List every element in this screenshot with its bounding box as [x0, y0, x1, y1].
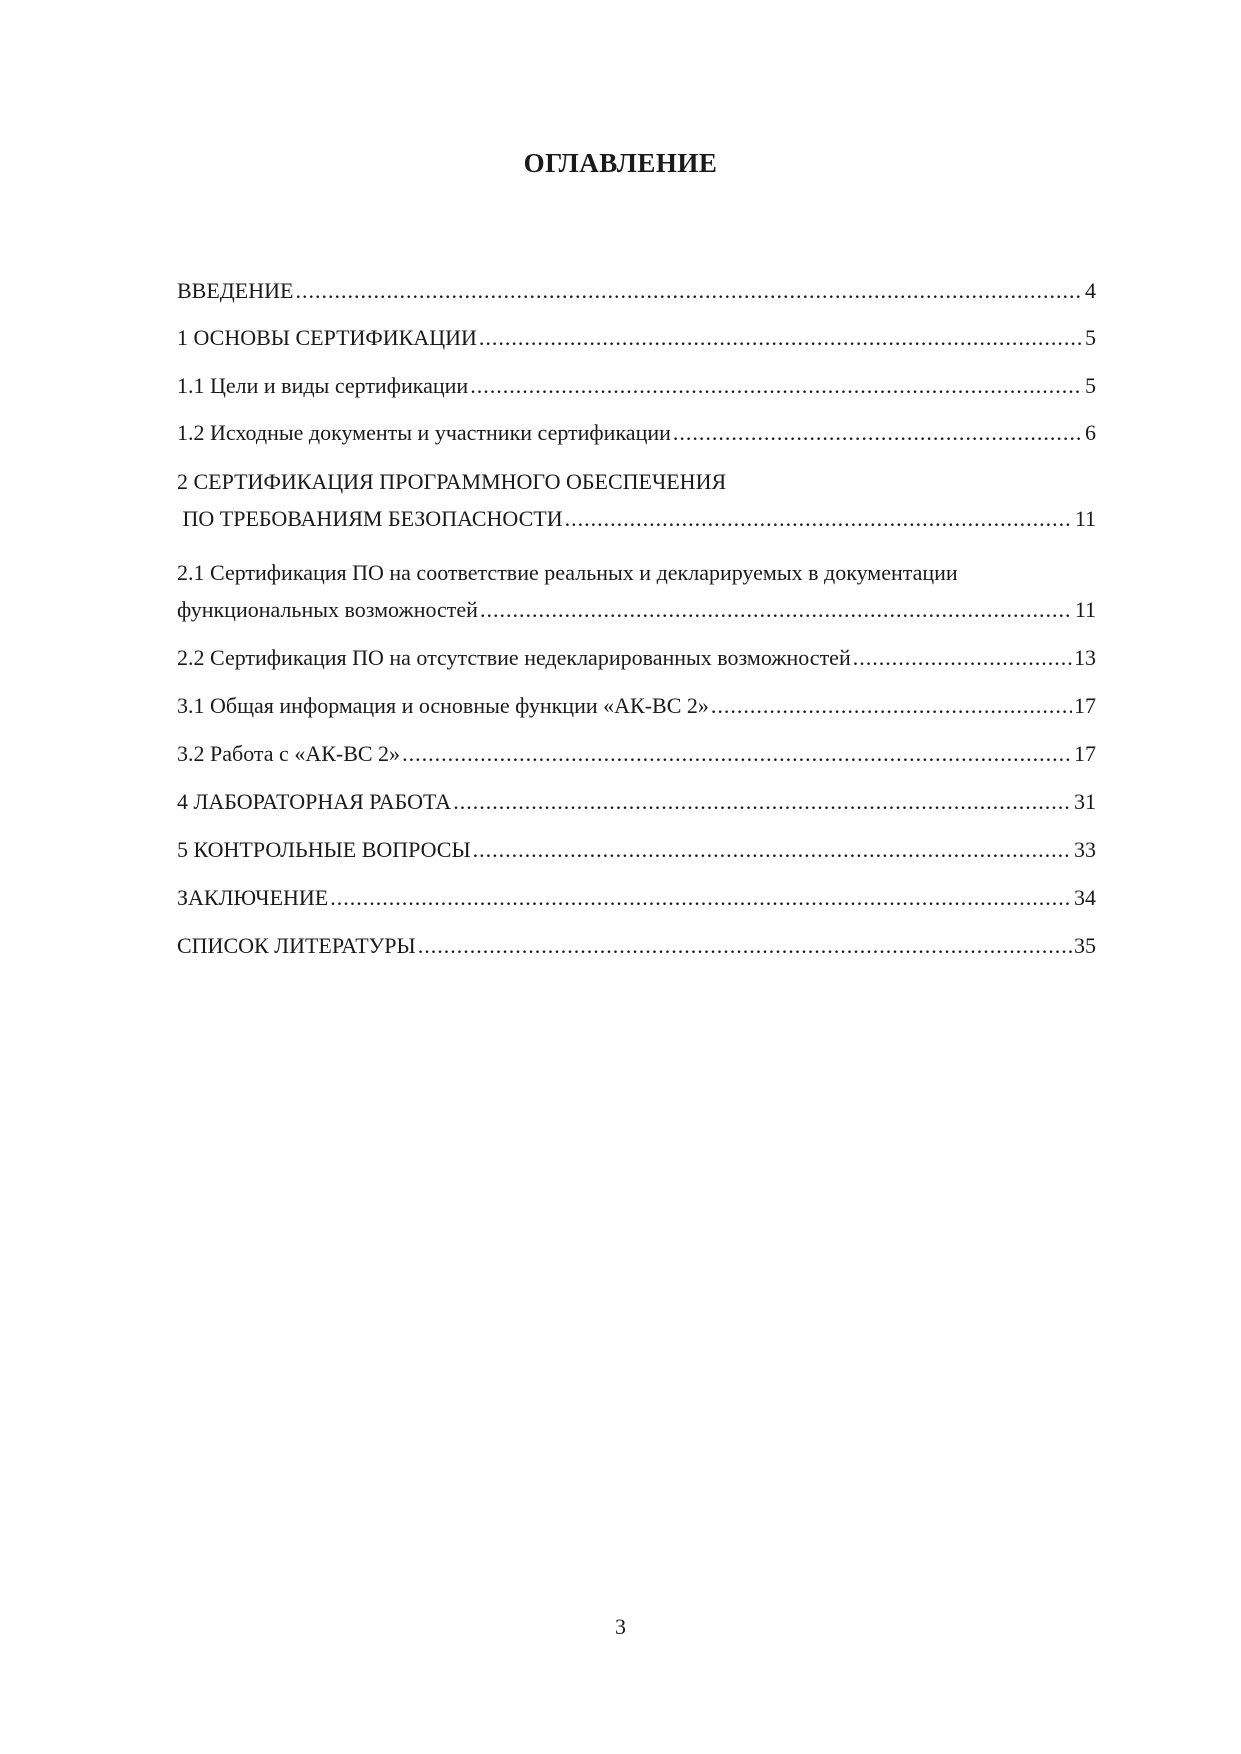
toc-entry-chapter-4[interactable] — [177, 789, 1096, 815]
toc-entry-title-line-1: 2 СЕРТИФИКАЦИЯ ПРОГРАММНОГО ОБЕСПЕЧЕНИЯ — [177, 469, 727, 494]
toc-entry-page: 31 — [1074, 789, 1096, 814]
toc-entry-page: 5 — [1085, 373, 1096, 398]
toc-entry-page: 33 — [1074, 837, 1096, 862]
toc-entry-section-1-1[interactable] — [177, 373, 1096, 399]
toc-entry-section-2-2[interactable] — [177, 645, 1096, 671]
page-title: ОГЛАВЛЕНИЕ — [523, 148, 718, 178]
toc-entry-title-line-1: 2.1 Сертификация ПО на соответствие реальных и декларируемых в документации — [177, 560, 958, 585]
toc-entry-title: 1.1 Цели и виды сертификации — [177, 373, 469, 398]
toc-entry-page: 6 — [1085, 420, 1096, 445]
toc-leader-dots — [673, 420, 1083, 446]
toc-leader-dots — [853, 645, 1072, 671]
toc-entry-title-line-2: функциональных возможностей — [177, 597, 478, 622]
toc-entry-title: ВВЕДЕНИЕ — [177, 278, 294, 303]
toc-entry-title: СПИСОК ЛИТЕРАТУРЫ — [177, 933, 416, 958]
toc-entry-title: 5 КОНТРОЛЬНЫЕ ВОПРОСЫ — [177, 837, 471, 862]
toc-leader-dots — [418, 933, 1072, 959]
toc-leader-dots — [473, 837, 1072, 863]
toc-entry-chapter-5[interactable] — [177, 837, 1096, 863]
toc-entry-title: ЗАКЛЮЧЕНИЕ — [177, 885, 329, 910]
toc-entry-conclusion[interactable] — [177, 885, 1096, 911]
toc-entry-introduction[interactable] — [177, 278, 1096, 304]
toc-entry-chapter-1[interactable] — [177, 325, 1096, 351]
toc-leader-dots — [470, 373, 1083, 399]
toc-entry-section-1-2[interactable] — [177, 420, 1096, 446]
toc-entry-page: 11 — [1074, 506, 1096, 531]
toc-leader-dots — [480, 597, 1073, 623]
toc-entry-page: 13 — [1074, 645, 1096, 670]
toc-leader-dots — [565, 506, 1073, 532]
toc-entry-page: 34 — [1074, 885, 1096, 910]
toc-entry-page: 17 — [1074, 741, 1096, 766]
toc-leader-dots — [479, 325, 1083, 351]
toc-entry-title: 2.2 Сертификация ПО на отсутствие недекларированных возможностей — [177, 645, 851, 670]
page-number: 3 — [615, 1614, 626, 1639]
toc-entry-title: 3.1 Общая информация и основные функции «АК-ВС 2» — [177, 693, 709, 718]
toc-entry-title: 1.2 Исходные документы и участники сертификации — [177, 420, 671, 445]
toc-entry-title: 1 ОСНОВЫ СЕРТИФИКАЦИИ — [177, 325, 477, 350]
toc-leader-dots — [330, 885, 1072, 911]
toc-entry-section-3-2[interactable] — [177, 741, 1096, 767]
toc-entry-page: 4 — [1085, 278, 1096, 303]
toc-entry-page: 5 — [1085, 325, 1096, 350]
toc-entry-section-3-1[interactable] — [177, 693, 1096, 719]
toc-entry-title: 3.2 Работа с «АК-ВС 2» — [177, 741, 401, 766]
toc-leader-dots — [295, 278, 1083, 304]
toc-leader-dots — [453, 789, 1072, 815]
toc-entry-title-line-2: ПО ТРЕБОВАНИЯМ БЕЗОПАСНОСТИ — [177, 506, 563, 531]
toc-entry-section-2-1[interactable] — [177, 560, 1096, 623]
toc-leader-dots — [711, 693, 1072, 719]
toc-entry-title: 4 ЛАБОРАТОРНАЯ РАБОТА — [177, 789, 452, 814]
toc-entry-chapter-2[interactable] — [177, 469, 1096, 532]
toc-entry-page: 11 — [1074, 597, 1096, 622]
toc-entry-page: 35 — [1074, 933, 1096, 958]
toc-entry-page: 17 — [1074, 693, 1096, 718]
toc-leader-dots — [402, 741, 1072, 767]
toc-entry-references[interactable] — [177, 933, 1096, 959]
